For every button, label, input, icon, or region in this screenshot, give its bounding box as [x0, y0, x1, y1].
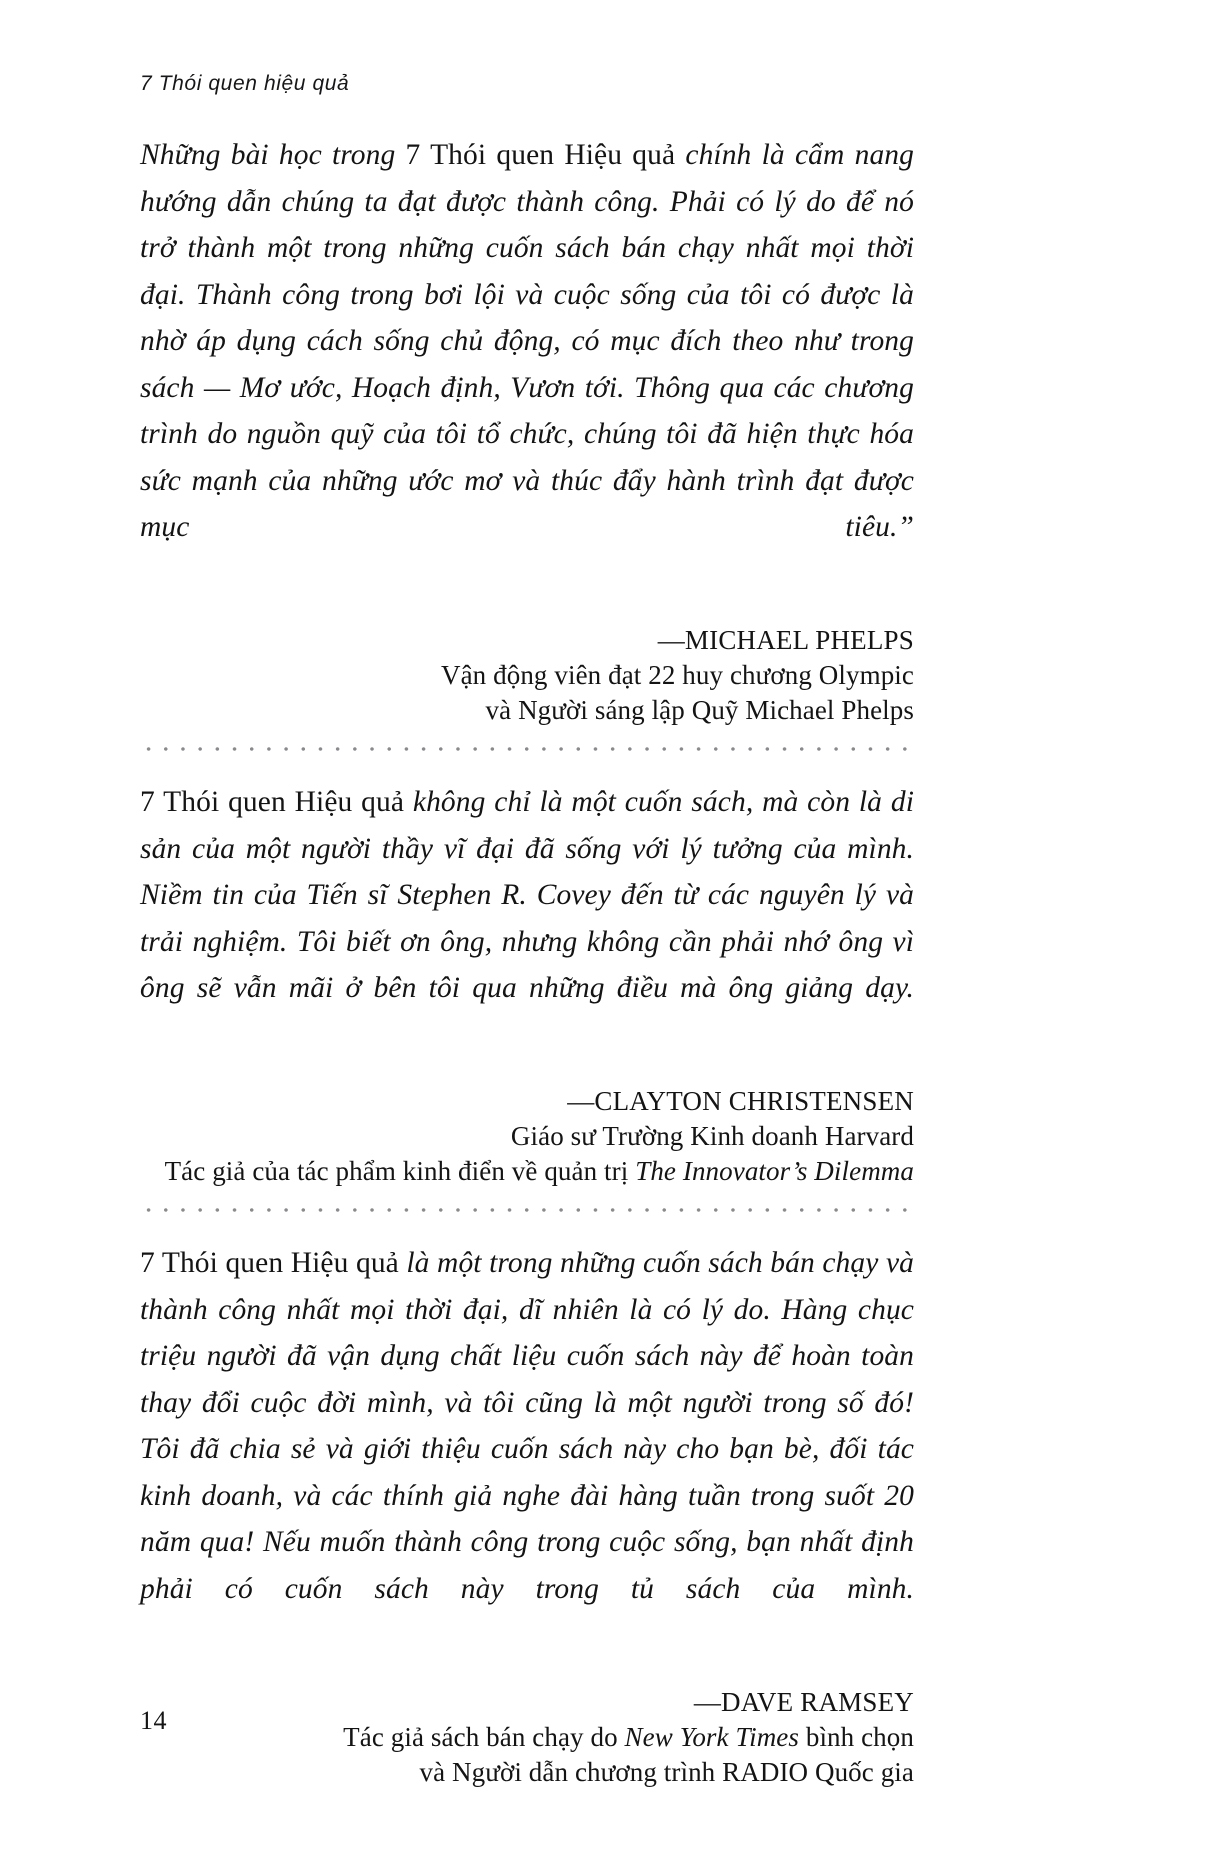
- attribution-credential-1: [140, 1720, 914, 1754]
- attribution-name: —MICHAEL PHELPS: [657, 625, 914, 655]
- quote-rest-italic: chính là cẩm nang hướng dẫn chúng ta đạt được thành công. Phải có lý do để nó trở thành một trong những cuốn sách bán chạy nhất mọi thời đại. Thành công trong bơi lội và cuộc sống của tôi có được là nhờ áp dụng cách sống chủ động, có mục đích theo như trong sách — Mơ ước, Hoạch định, Vươn tới. Thông qua các chương trình do nguồn quỹ của tôi tổ chức, chúng tôi đã hiện thực hóa sức mạnh của những ước mơ và thúc đẩy hành trình đạt được mục tiêu.”: [140, 139, 915, 543]
- attribution-credential-1-prefix: Tác giả sách bán chạy do: [343, 1721, 625, 1752]
- quote-block-ramsey: [140, 1240, 914, 1789]
- page-number: 14: [140, 1706, 167, 1735]
- book-title-inline: 7 Thói quen Hiệu quả: [405, 139, 676, 171]
- attribution-christensen: [140, 1084, 914, 1188]
- quote-text-christensen: [140, 779, 914, 1058]
- attribution-name: —CLAYTON CHRISTENSEN: [567, 1086, 914, 1116]
- attribution-phelps: [140, 623, 914, 727]
- running-head: 7 Thói quen hiệu quả: [140, 72, 350, 95]
- quote-block-christensen: [140, 779, 914, 1212]
- attribution-credential-1-suffix: bình chọn: [799, 1721, 914, 1752]
- attribution-ramsey: [140, 1685, 914, 1789]
- quote-text-ramsey: [140, 1240, 914, 1659]
- attribution-credential-2-prefix: Tác giả của tác phẩm kinh điển về quản trị: [164, 1156, 636, 1186]
- quote-lead-italic: Những bài học trong: [140, 139, 406, 171]
- attribution-name: —DAVE RAMSEY: [693, 1686, 914, 1717]
- quote-rest-italic: là một trong những cuốn sách bán chạy và thành công nhất mọi thời đại, dĩ nhiên là có lý do. Hàng chục triệu người đã vận dụng chất liệu cuốn sách này để hoàn toàn thay đổi cuộc đời mình, và tôi cũng là một người trong số đó! Tôi đã chia sẻ và giới thiệu cuốn sách này cho bạn bè, đối tác kinh doanh, và các thính giả nghe đài hàng tuần trong suốt 20 năm qua! Nếu muốn thành công trong cuộc sống, bạn nhất định phải có cuốn sách này trong tủ sách của mình.: [140, 1247, 914, 1605]
- quote-text-phelps: [140, 132, 914, 597]
- attribution-credential-1: Giáo sư Trường Kinh doanh Harvard: [510, 1121, 914, 1151]
- section-divider-dotted: [140, 1208, 914, 1212]
- attribution-credential-2-title: The Innovator’s Dilemma: [635, 1156, 914, 1186]
- book-title-inline: 7 Thói quen Hiệu quả: [140, 1247, 399, 1279]
- attribution-credential-2: và Người sáng lập Quỹ Michael Phelps: [485, 695, 914, 725]
- attribution-credential-2: và Người dẫn chương trình RADIO Quốc gia: [419, 1756, 914, 1787]
- section-divider-dotted: [140, 747, 914, 751]
- book-title-inline: 7 Thói quen Hiệu quả: [140, 786, 405, 818]
- page-content: [140, 132, 914, 1790]
- attribution-credential-2: [140, 1154, 914, 1188]
- attribution-credential-1: Vận động viên đạt 22 huy chương Olympic: [441, 660, 914, 690]
- quote-rest-italic: không chỉ là một cuốn sách, mà còn là di sản của một người thầy vĩ đại đã sống với lý tưởng của mình. Niềm tin của Tiến sĩ Stephen R. Covey đến từ các nguyên lý và trải nghiệm. Tôi biết ơn ông, nhưng không cần phải nhớ ông vì ông sẽ vẫn mãi ở bên tôi qua những điều mà ông giảng dạy.: [140, 786, 914, 1004]
- quote-block-phelps: [140, 132, 914, 751]
- attribution-credential-1-title: New York Times: [624, 1721, 799, 1752]
